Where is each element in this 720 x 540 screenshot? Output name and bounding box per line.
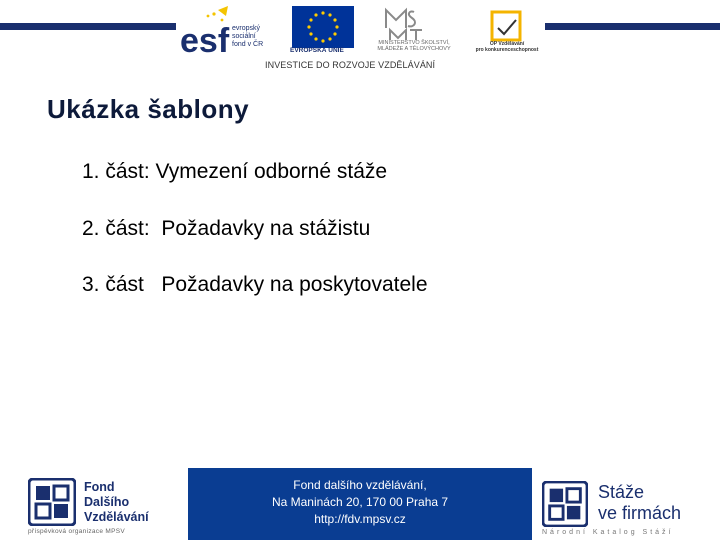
esf-line-3: fond v ČR [232, 41, 264, 48]
op-caption-line-1: OP Vzdělávání [489, 41, 525, 47]
esf-line-2: sociální [232, 33, 256, 40]
list-item: 2. část: Požadavky na stážistu [82, 217, 371, 240]
slide-title: Ukázka šablony [47, 94, 250, 124]
fdv-name-line-3: Vzdělávání [84, 510, 149, 524]
address-line-2: Na Maninách 20, 170 00 Praha 7 [271, 495, 449, 509]
op-caption [472, 41, 542, 53]
header-rule-left [0, 23, 176, 30]
fdv-subtitle: příspěvková organizace MPSV [28, 528, 125, 535]
address-line-1: Fond dalšího vzdělávání, [293, 478, 427, 492]
msmt-caption-line-2: MLÁDEŽE A TĚLOVÝCHOVY [377, 46, 451, 52]
staze-name [598, 482, 681, 524]
eu-caption: EVROPSKÁ UNIE [290, 47, 344, 54]
staze-name-line-1: Stáže [598, 482, 645, 502]
fdv-logo-icon [28, 478, 76, 526]
address-url[interactable]: http://fdv.mpsv.cz [314, 512, 406, 526]
staze-subtitle: Národní Katalog Stáží [542, 529, 674, 536]
list-item: 3. část Požadavky na poskytovatele [82, 273, 428, 296]
staze-logo-icon [542, 481, 588, 527]
fdv-name-line-1: Fond [84, 480, 115, 494]
fdv-name-line-2: Dalšího [84, 495, 130, 509]
footer-address-block [188, 468, 532, 540]
list-item: 1. část: Vymezení odborné stáže [82, 160, 388, 183]
fdv-name [84, 480, 149, 525]
op-caption-line-2: pro konkurenceschopnost [475, 47, 539, 53]
investment-tagline: INVESTICE DO ROZVOJE VZDĚLÁVÁNÍ [265, 60, 436, 70]
footer-fdv-block [0, 468, 188, 540]
msmt-caption [358, 40, 470, 52]
msmt-caption-line-1: MINISTERSTVO ŠKOLSTVÍ, [378, 40, 450, 46]
esf-line-1: evropský [232, 25, 261, 32]
staze-name-line-2: ve firmách [598, 503, 682, 523]
logo-strip [176, 0, 545, 74]
eu-flag-icon [292, 6, 354, 48]
svg-text:esf: esf [180, 22, 230, 56]
header-rule-right [545, 23, 720, 30]
footer-staze-block [532, 468, 720, 540]
esf-text [232, 25, 263, 49]
